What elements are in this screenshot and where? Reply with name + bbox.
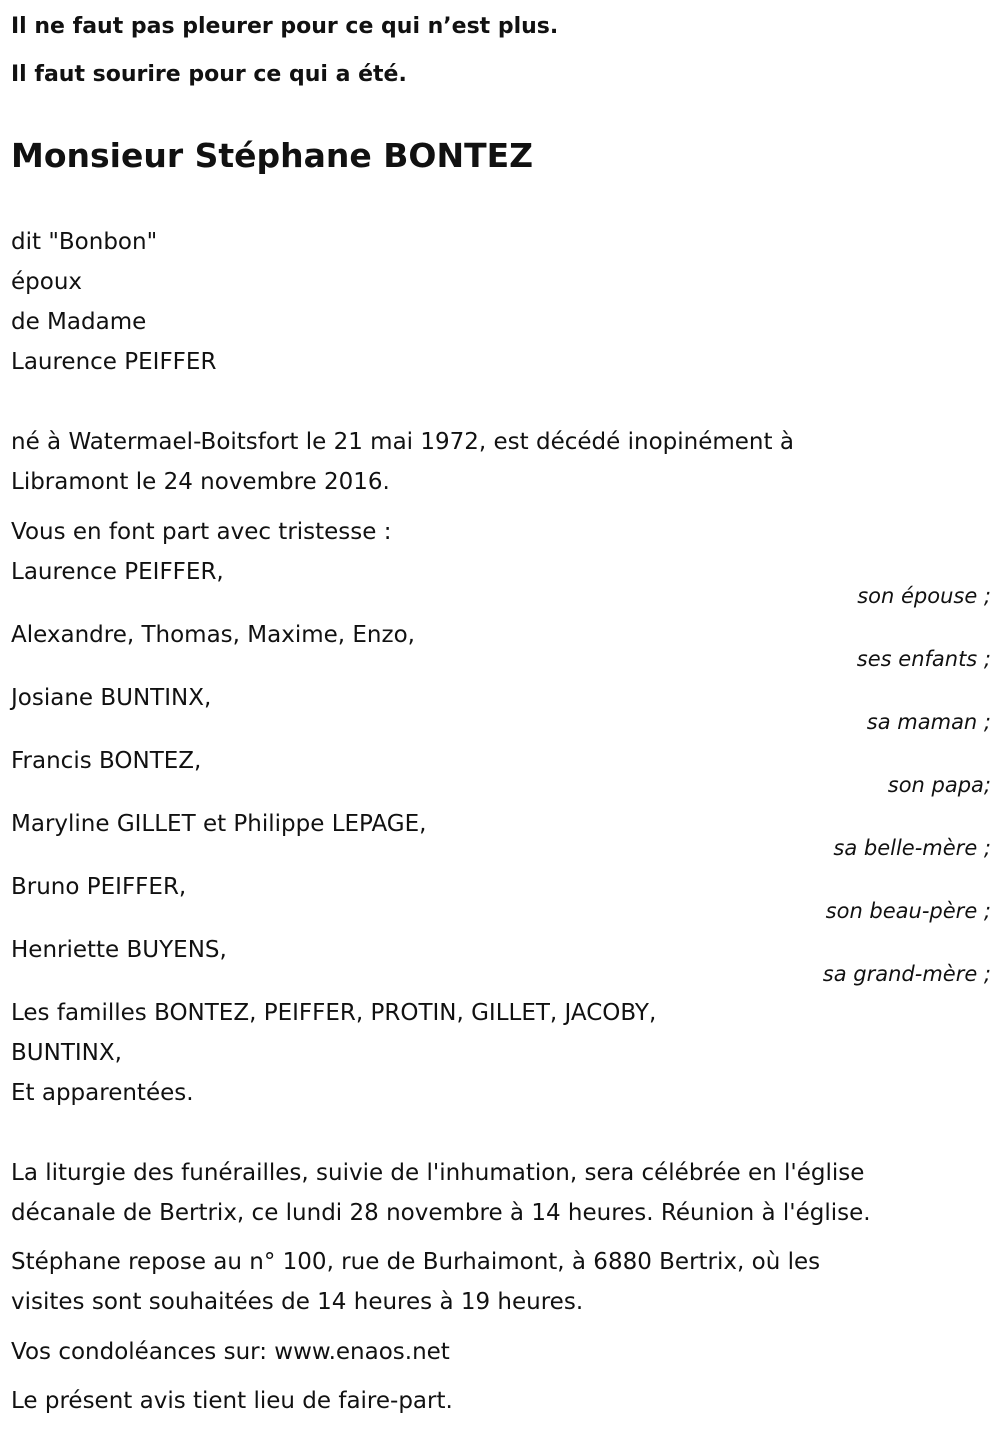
family-member-name: Bruno PEIFFER, (11, 874, 187, 900)
visit-line-2: visites sont souhaitées de 14 heures à 19 heures. (11, 1289, 584, 1315)
family-member-relation: ses enfants ; (856, 647, 991, 671)
notice-line: Le présent avis tient lieu de faire-part. (11, 1388, 453, 1414)
birth-death-line-2: Libramont le 24 novembre 2016. (11, 469, 390, 495)
families-line-1: Les familles BONTEZ, PEIFFER, PROTIN, GILLET, JACOBY, (11, 1000, 657, 1026)
family-member-relation: sa maman ; (866, 710, 991, 734)
family-member-relation: sa belle-mère ; (833, 836, 991, 860)
family-member-relation: sa grand-mère ; (822, 962, 991, 986)
quote-line-2: Il faut sourire pour ce qui a été. (11, 62, 407, 87)
family-member-name: Laurence PEIFFER, (11, 559, 224, 585)
funeral-line-1: La liturgie des funérailles, suivie de l'inhumation, sera célébrée en l'église (11, 1160, 865, 1186)
visit-line-1: Stéphane repose au n° 100, rue de Burhaimont, à 6880 Bertrix, où les (11, 1249, 821, 1275)
family-member-name: Francis BONTEZ, (11, 748, 202, 774)
announcement: Vous en font part avec tristesse : (11, 519, 392, 545)
family-member-name: Alexandre, Thomas, Maxime, Enzo, (11, 622, 415, 648)
nickname: dit "Bonbon" (11, 229, 158, 255)
spouse-line-1: époux (11, 269, 83, 295)
birth-death-line-1: né à Watermael-Boitsfort le 21 mai 1972, est décédé inopinément à (11, 429, 794, 455)
family-member-relation: son épouse ; (857, 584, 991, 608)
family-member-name: Josiane BUNTINX, (11, 685, 212, 711)
family-member-name: Henriette BUYENS, (11, 937, 227, 963)
condolences-line: Vos condoléances sur: www.enaos.net (11, 1339, 450, 1365)
spouse-line-2: de Madame (11, 309, 147, 335)
funeral-line-2: décanale de Bertrix, ce lundi 28 novembre à 14 heures. Réunion à l'église. (11, 1200, 871, 1226)
family-member-name: Maryline GILLET et Philippe LEPAGE, (11, 811, 427, 837)
deceased-name: Monsieur Stéphane BONTEZ (11, 136, 534, 175)
families-line-3: Et apparentées. (11, 1080, 194, 1106)
spouse-line-3: Laurence PEIFFER (11, 349, 217, 375)
quote-line-1: Il ne faut pas pleurer pour ce qui n’est plus. (11, 14, 559, 39)
families-line-2: BUNTINX, (11, 1040, 122, 1066)
family-member-relation: son beau-père ; (825, 899, 991, 923)
family-member-relation: son papa; (887, 773, 991, 797)
